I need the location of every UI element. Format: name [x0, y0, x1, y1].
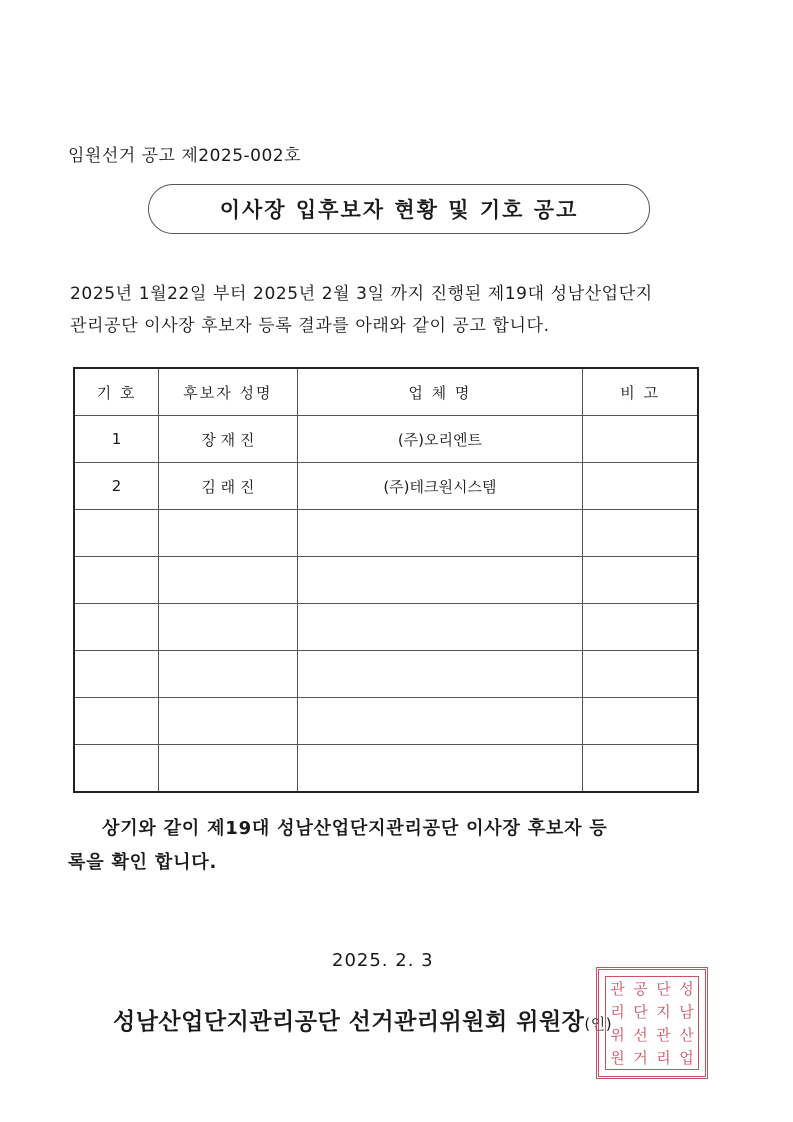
cell-remarks [583, 510, 698, 557]
cell-candidate-name [159, 510, 297, 557]
cell-company: (주)오리엔트 [297, 416, 583, 463]
seal-char: 리 [656, 1049, 671, 1067]
seal-characters [605, 976, 699, 1070]
seal-mark: (인) [584, 1015, 613, 1033]
cell-candidate-name: 김 래 진 [159, 463, 297, 510]
seal-char: 남 [679, 1003, 694, 1021]
intro-paragraph [70, 278, 730, 342]
cell-remarks [583, 698, 698, 745]
cell-candidate-name: 장 재 진 [159, 416, 297, 463]
seal-char: 거 [633, 1049, 648, 1067]
table-row [74, 604, 698, 651]
intro-line-2: 관리공단 이사장 후보자 등록 결과를 아래와 같이 공고 합니다. [70, 316, 550, 336]
cell-company [297, 557, 583, 604]
seal-char: 단 [656, 980, 671, 998]
table-row [74, 698, 698, 745]
cell-symbol [74, 745, 159, 793]
confirmation-line-2: 록을 확인 합니다. [68, 852, 218, 873]
header-candidate-name: 후보자 성명 [159, 368, 297, 416]
cell-remarks [583, 604, 698, 651]
notice-number: 임원선거 공고 제2025-002호 [68, 146, 302, 166]
cell-company [297, 745, 583, 793]
seal-char: 원 [610, 1049, 625, 1067]
page-title-text: 이사장 입후보자 현황 및 기호 공고 [219, 198, 579, 222]
cell-remarks [583, 557, 698, 604]
cell-company: (주)테크원시스템 [297, 463, 583, 510]
seal-char: 리 [610, 1003, 625, 1021]
table-header-row [74, 368, 698, 416]
seal-char: 업 [679, 1049, 694, 1067]
table-row [74, 557, 698, 604]
seal-char: 성 [679, 980, 694, 998]
header-remarks: 비 고 [583, 368, 698, 416]
cell-remarks [583, 651, 698, 698]
seal-char: 공 [633, 980, 648, 998]
cell-company [297, 698, 583, 745]
cell-symbol [74, 557, 159, 604]
cell-remarks [583, 745, 698, 793]
candidate-table [73, 367, 699, 793]
table-row [74, 416, 698, 463]
cell-symbol: 2 [74, 463, 159, 510]
cell-company [297, 604, 583, 651]
seal-char: 관 [656, 1026, 671, 1044]
cell-company [297, 651, 583, 698]
seal-char: 지 [656, 1003, 671, 1021]
cell-remarks [583, 463, 698, 510]
cell-symbol [74, 604, 159, 651]
seal-char: 선 [633, 1026, 648, 1044]
intro-line-1: 2025년 1월22일 부터 2025년 2월 3일 까지 진행된 제19대 성남산업단지 [70, 284, 653, 304]
cell-remarks [583, 416, 698, 463]
header-company: 업 체 명 [297, 368, 583, 416]
cell-symbol [74, 651, 159, 698]
official-seal-stamp [596, 967, 708, 1079]
page-title [148, 184, 650, 234]
table-row [74, 463, 698, 510]
cell-company [297, 510, 583, 557]
table-row [74, 651, 698, 698]
table-row [74, 510, 698, 557]
cell-candidate-name [159, 698, 297, 745]
issue-date: 2025. 2. 3 [332, 950, 434, 971]
confirmation-text [68, 812, 718, 880]
seal-char: 관 [610, 980, 625, 998]
issuer-name: 성남산업단지관리공단 선거관리위원회 위원장 [113, 1009, 585, 1035]
seal-char: 위 [610, 1026, 625, 1044]
table-row [74, 745, 698, 793]
seal-char: 산 [679, 1026, 694, 1044]
cell-candidate-name [159, 745, 297, 793]
cell-candidate-name [159, 557, 297, 604]
issuer-line [113, 1003, 612, 1036]
confirmation-line-1: 상기와 같이 제19대 성남산업단지관리공단 이사장 후보자 등 [102, 818, 608, 839]
seal-char: 단 [633, 1003, 648, 1021]
cell-symbol [74, 698, 159, 745]
cell-symbol: 1 [74, 416, 159, 463]
cell-candidate-name [159, 651, 297, 698]
cell-symbol [74, 510, 159, 557]
cell-candidate-name [159, 604, 297, 651]
header-symbol: 기 호 [74, 368, 159, 416]
